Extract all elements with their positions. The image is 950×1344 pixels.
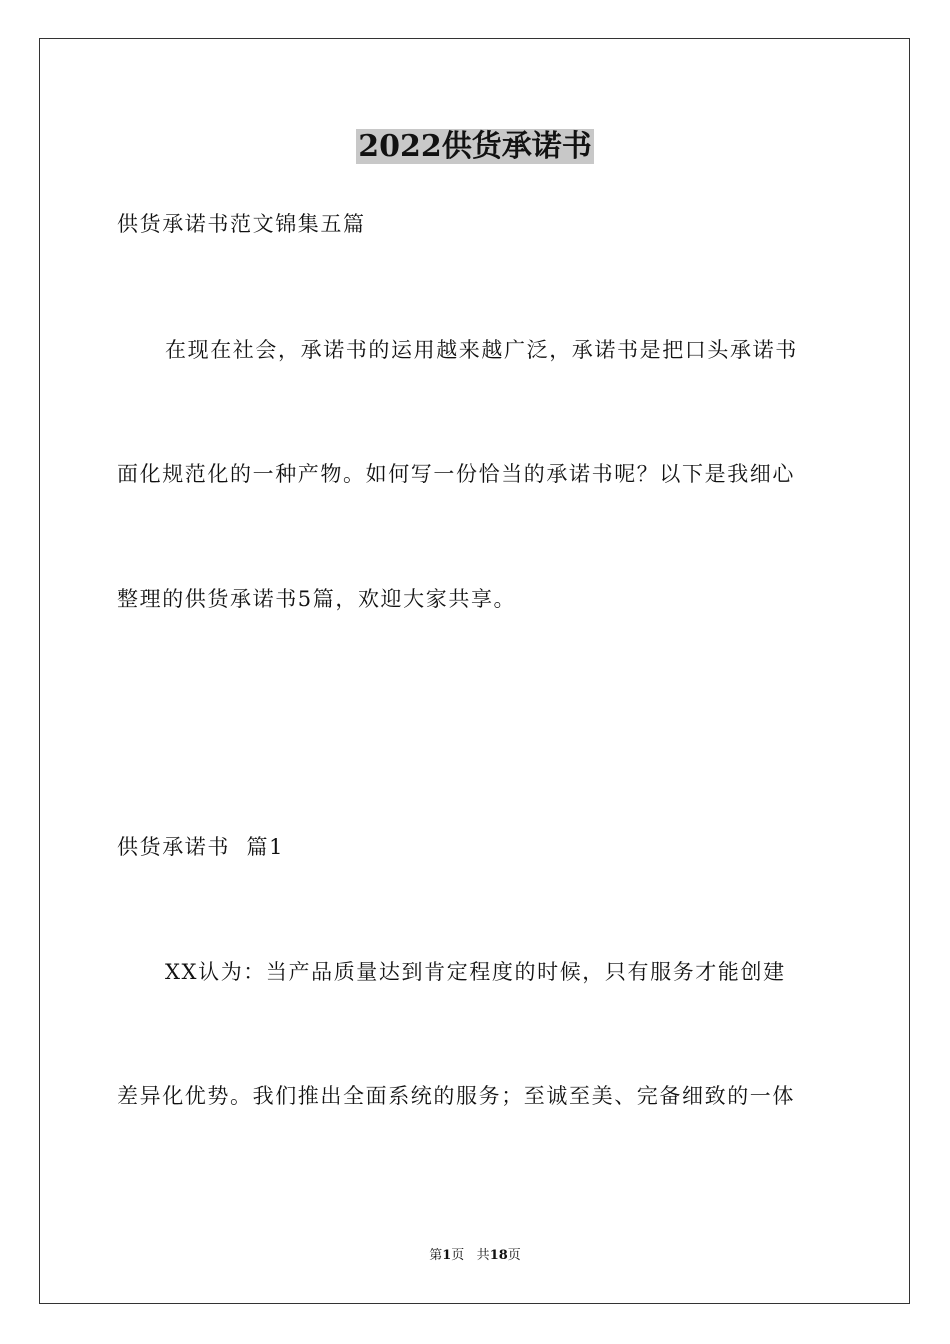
paragraph-line: 差异化优势。我们推出全面系统的服务；至诚至美、完备细致的一体: [117, 1084, 795, 1108]
section-heading: 供货承诺书 篇1: [117, 835, 285, 859]
document-title-text: 2022供货承诺书: [358, 129, 592, 164]
total-pages: 18: [489, 1248, 508, 1263]
paragraph-line: 在现在社会，承诺书的运用越来越广泛，承诺书是把口头承诺书: [165, 338, 798, 362]
page-footer: [0, 1247, 950, 1265]
page-number: 1: [442, 1248, 452, 1263]
paragraph-line: 整理的供货承诺书5篇，欢迎大家共享。: [117, 587, 517, 611]
paragraph-line: 面化规范化的一种产物。如何写一份恰当的承诺书呢？以下是我细心: [117, 462, 795, 486]
page-suffix: 页: [451, 1248, 465, 1263]
total-prefix: 共: [476, 1248, 490, 1263]
total-suffix: 页: [507, 1248, 521, 1263]
page-prefix: 第: [429, 1248, 443, 1263]
paragraph-line: XX认为：当产品质量达到肯定程度的时候，只有服务才能创建: [165, 960, 786, 984]
document-title: [0, 127, 950, 167]
document-subtitle: 供货承诺书范文锦集五篇: [117, 212, 366, 236]
